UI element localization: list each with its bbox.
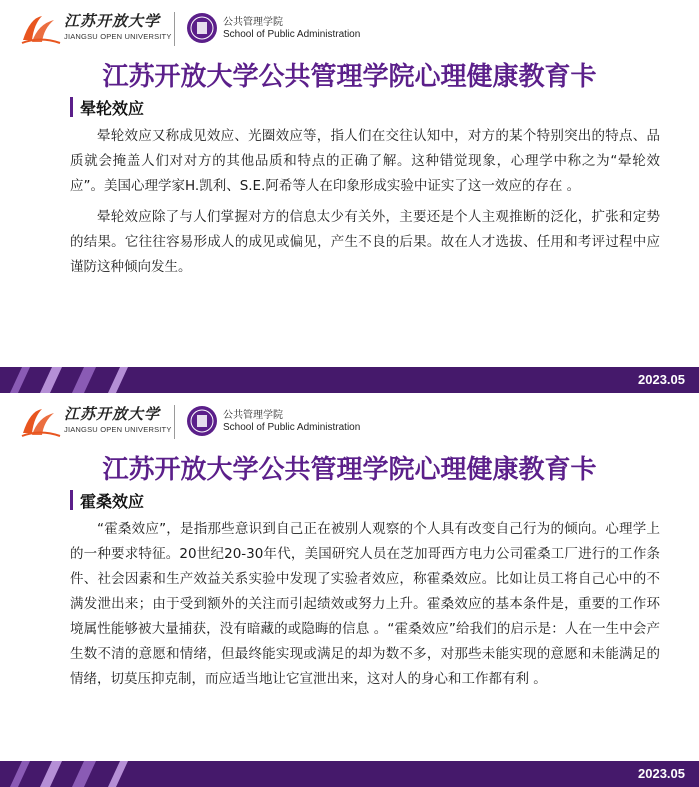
card-header <box>0 393 699 449</box>
school-name-en: School of Public Administration <box>223 29 361 40</box>
body-paragraph: “霍桑效应”，是指那些意识到自己正在被别人观察的个人具有改变自己行为的倾向。心理学上的一种要求特征。20世纪20-30年代，美国研究人员在芝加哥西方电力公司霍桑工厂进行的工作条件、社会因素和生产效益关系实验中发现了实验者效应，称霍桑效应。比如让员工将自己心中的不满发泄出来；由于受到额外的关注而引起绩效或努力上升。霍桑效应的基本条件是，重要的工作环境属性能够被大量捕获，没有暗藏的或隐晦的信息 。“霍桑效应”给我们的启示是：人在一生中会产生数不清的意愿和情绪，但最终能实现或满足的却为数不多，对那些未能实现的意愿和未能满足的情绪，切莫压抑克制，而应适当地让它宣泄出来，这对人的身心和工作都有利 。 <box>70 521 660 687</box>
body-paragraph: 晕轮效应又称成见效应、光圈效应等，指人们在交往认知中，对方的某个特别突出的特点、品质就会掩盖人们对对方的其他品质和特点的正确了解。这种错觉现象，心理学中称之为“晕轮效应”。美国心理学家H.凯利、S.E.阿希等人在印象形成实验中证实了这一效应的存在 。 <box>70 128 660 194</box>
footer-date: 2023.05 <box>638 766 685 781</box>
school-seal-icon <box>186 405 218 437</box>
card-footer <box>0 367 699 393</box>
university-name-en: JIANGSU OPEN UNIVERSITY <box>64 32 172 41</box>
card-title: 江苏开放大学公共管理学院心理健康教育卡 <box>102 455 597 485</box>
school-name-cn: 公共管理学院 <box>223 410 283 421</box>
edu-card-2 <box>0 393 699 787</box>
footer-stripes <box>0 761 260 787</box>
university-logo-icon <box>20 403 62 439</box>
footer-stripes <box>0 367 260 393</box>
school-seal-icon <box>186 12 218 44</box>
university-logo-icon <box>20 10 62 46</box>
edu-card-1 <box>0 0 699 393</box>
footer-date: 2023.05 <box>638 372 685 387</box>
university-name-cn: 江苏开放大学 <box>64 405 161 423</box>
card-footer <box>0 761 699 787</box>
school-name-cn: 公共管理学院 <box>223 17 283 28</box>
section-title: 霍桑效应 <box>80 492 145 511</box>
section-title: 晕轮效应 <box>80 99 145 118</box>
card-body <box>70 517 660 698</box>
card-body <box>70 124 660 286</box>
section-marker <box>70 97 73 117</box>
header-divider <box>174 405 175 439</box>
body-paragraph: 晕轮效应除了与人们掌握对方的信息太少有关外，主要还是个人主观推断的泛化，扩张和定势的结果。它往往容易形成人的成见或偏见，产生不良的后果。故在人才选拔、任用和考评过程中应谨防这种倾向发生。 <box>70 209 660 275</box>
header-divider <box>174 12 175 46</box>
university-name-en: JIANGSU OPEN UNIVERSITY <box>64 425 172 434</box>
card-header <box>0 0 699 56</box>
university-name-cn: 江苏开放大学 <box>64 12 161 30</box>
school-name-en: School of Public Administration <box>223 422 361 433</box>
card-title: 江苏开放大学公共管理学院心理健康教育卡 <box>102 62 597 92</box>
section-marker <box>70 490 73 510</box>
